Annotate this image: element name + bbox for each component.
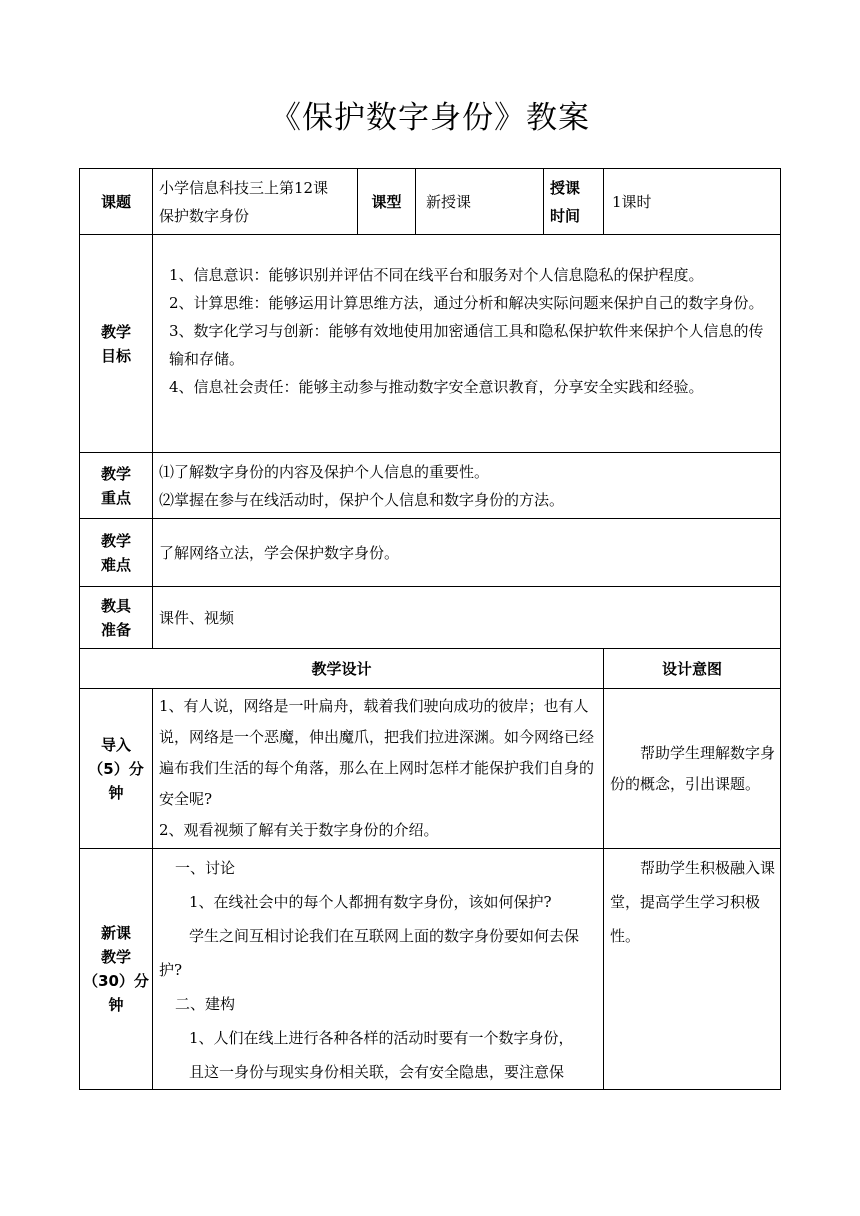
goals-label-line2: 目标 — [100, 346, 131, 365]
subject-value-line2: 保护数字身份 — [159, 206, 250, 225]
key-points-label-line2: 重点 — [100, 488, 131, 507]
intro-intent: 帮助学生理解数字身份的概念，引出课题。 — [604, 689, 781, 849]
goals-label-line1: 教学 — [100, 322, 131, 341]
intro-para-2: 2、观看视频了解有关于数字身份的介绍。 — [159, 821, 439, 839]
materials-label-line2: 准备 — [100, 620, 131, 639]
intro-label-line2: （5）分 — [88, 759, 144, 778]
new-lesson-content — [153, 849, 604, 1090]
key-points-row — [80, 453, 781, 519]
time-value: 1课时 — [604, 169, 781, 235]
time-label-line2: 时间 — [550, 206, 581, 225]
design-header-row — [80, 649, 781, 689]
key-points-content — [153, 453, 781, 519]
new-lesson-para-3: 1、人们在线上进行各种各样的活动时要有一个数字身份， — [189, 1029, 574, 1047]
type-value: 新授课 — [416, 169, 544, 235]
document-title: 《保护数字身份》教案 — [270, 100, 590, 136]
goals-label — [80, 235, 153, 453]
key-point-item-1: ⑴了解数字身份的内容及保护个人信息的重要性。 — [159, 462, 490, 481]
goal-item-4: 4、信息社会责任：能够主动参与推动数字安全意识教育，分享安全实践和经验。 — [169, 378, 704, 396]
new-lesson-label — [80, 849, 153, 1090]
difficulty-label-line2: 难点 — [100, 555, 131, 574]
time-label — [544, 169, 604, 235]
intro-content — [153, 689, 604, 849]
subject-value — [153, 169, 358, 235]
lesson-plan-table — [79, 168, 781, 1090]
new-lesson-para-2: 学生之间互相讨论我们在互联网上面的数字身份要如何去保护? — [159, 927, 580, 979]
type-label: 课型 — [358, 169, 416, 235]
new-lesson-label-line1: 新课 — [100, 924, 131, 942]
difficulty-label — [80, 519, 153, 587]
materials-value: 课件、视频 — [153, 587, 781, 649]
new-lesson-label-line2: 教学 — [100, 948, 131, 966]
intro-row — [80, 689, 781, 849]
key-points-label-line1: 教学 — [100, 464, 131, 483]
difficulty-label-line1: 教学 — [100, 531, 131, 550]
intro-label-line1: 导入 — [100, 735, 131, 754]
intro-para-1: 1、有人说，网络是一叶扁舟，载着我们驶向成功的彼岸；也有人说，网络是一个恶魔，伸出魔爪，把我们拉进深渊。如今网络已经遍布我们生活的每个角落，那么在上网时怎样才能保护我们自身的安全呢? — [159, 697, 595, 808]
materials-label-line1: 教具 — [100, 596, 131, 615]
new-lesson-heading-1: 一、讨论 — [175, 859, 236, 877]
key-points-label — [80, 453, 153, 519]
new-lesson-heading-2: 二、建构 — [175, 995, 236, 1013]
subject-value-line1: 小学信息科技三上第12课 — [159, 178, 329, 197]
goals-row — [80, 235, 781, 453]
materials-label — [80, 587, 153, 649]
key-point-item-2: ⑵掌握在参与在线活动时，保护个人信息和数字身份的方法。 — [159, 490, 565, 509]
time-label-line1: 授课 — [550, 178, 581, 197]
new-lesson-para-1: 1、在线社会中的每个人都拥有数字身份，该如何保护? — [189, 893, 552, 911]
new-lesson-label-line3: （30）分 — [83, 972, 149, 990]
design-header: 教学设计 — [80, 649, 604, 689]
new-lesson-para-4: 且这一身份与现实身份相关联，会有安全隐患，要注意保 — [189, 1063, 565, 1081]
intro-label-line3: 钟 — [108, 783, 124, 802]
materials-row — [80, 587, 781, 649]
goal-item-3: 3、数字化学习与创新：能够有效地使用加密通信工具和隐私保护软件来保护个人信息的传输和存储。 — [169, 322, 764, 368]
goal-item-1: 1、信息意识：能够识别并评估不同在线平台和服务对个人信息隐私的保护程度。 — [169, 266, 704, 284]
goal-item-2: 2、计算思维：能够运用计算思维方法，通过分析和解决实际问题来保护自己的数字身份。 — [169, 294, 764, 312]
header-row — [80, 169, 781, 235]
new-lesson-row — [80, 849, 781, 1090]
intro-label — [80, 689, 153, 849]
difficulty-value: 了解网络立法，学会保护数字身份。 — [153, 519, 781, 587]
subject-label: 课题 — [80, 169, 153, 235]
new-lesson-intent: 帮助学生积极融入课堂，提高学生学习积极性。 — [604, 849, 781, 1090]
goals-content — [153, 235, 781, 453]
new-lesson-label-line4: 钟 — [108, 996, 124, 1014]
difficulty-row — [80, 519, 781, 587]
intent-header: 设计意图 — [604, 649, 781, 689]
